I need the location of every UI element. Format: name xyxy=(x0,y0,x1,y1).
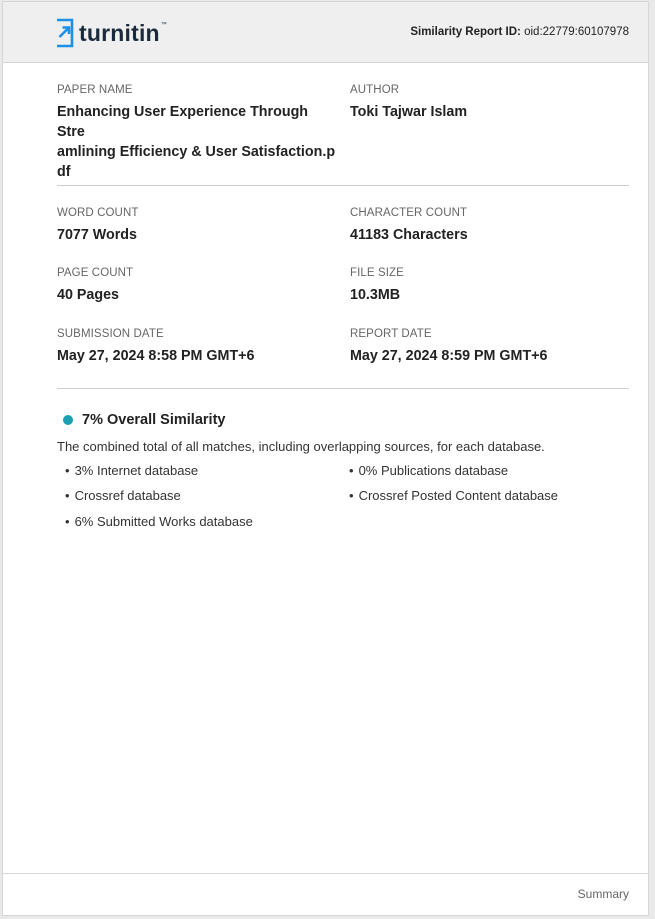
bullet-icon: • xyxy=(349,488,354,503)
report-id-value: oid:22779:60107978 xyxy=(524,26,629,38)
report-footer xyxy=(3,873,648,915)
paper-name-line: df xyxy=(57,164,71,180)
word-count-block xyxy=(57,207,339,245)
bullet-icon: • xyxy=(349,463,354,478)
character-count-label: CHARACTER COUNT xyxy=(350,207,468,219)
word-count-label: WORD COUNT xyxy=(57,207,139,219)
author-label: AUTHOR xyxy=(350,84,400,96)
paper-name-label: PAPER NAME xyxy=(57,84,133,96)
submission-date-value: May 27, 2024 8:58 PM GMT+6 xyxy=(57,348,255,364)
report-date-label: REPORT DATE xyxy=(350,328,432,340)
report-date-value: May 27, 2024 8:59 PM GMT+6 xyxy=(350,348,548,364)
bullet-icon: • xyxy=(65,488,70,503)
paper-name-line: amlining Efficiency & User Satisfaction.p xyxy=(57,144,336,160)
turnitin-logo-icon xyxy=(55,17,75,49)
paper-name-line: Enhancing User Experience Through Stre xyxy=(57,104,309,140)
similarity-description: The combined total of all matches, including overlapping sources, for each database. xyxy=(57,439,545,454)
bullet-icon: • xyxy=(65,514,70,529)
word-count-value: 7077 Words xyxy=(57,227,137,243)
file-size-block xyxy=(350,267,630,305)
trademark-mark: ™ xyxy=(160,21,168,28)
paper-name-value xyxy=(57,102,339,182)
database-list-item xyxy=(65,488,181,503)
database-item-label: 3% Internet database xyxy=(74,463,199,478)
similarity-dot-icon xyxy=(63,415,73,425)
author-block xyxy=(350,84,630,122)
turnitin-logo xyxy=(55,16,167,50)
submission-date-block xyxy=(57,328,339,366)
page-count-value: 40 Pages xyxy=(57,287,119,303)
submission-date-label: SUBMISSION DATE xyxy=(57,328,164,340)
database-list-item xyxy=(65,514,253,529)
report-header xyxy=(3,2,648,63)
page-count-label: PAGE COUNT xyxy=(57,267,134,279)
turnitin-logo-text: turnitin™ xyxy=(79,19,168,46)
similarity-report-id xyxy=(410,26,629,38)
author-value: Toki Tajwar Islam xyxy=(350,104,468,120)
report-id-label: Similarity Report ID: xyxy=(410,26,521,38)
character-count-value: 41183 Characters xyxy=(350,227,468,243)
character-count-block xyxy=(350,207,630,245)
report-date-block xyxy=(350,328,630,366)
database-item-label: 0% Publications database xyxy=(358,463,509,478)
database-list-item xyxy=(349,463,508,478)
overall-similarity-title: 7% Overall Similarity xyxy=(82,412,226,428)
section-divider xyxy=(57,185,629,186)
footer-summary-label: Summary xyxy=(577,887,629,901)
file-size-value: 10.3MB xyxy=(350,287,401,303)
database-list-item xyxy=(65,463,198,478)
database-item-label: Crossref Posted Content database xyxy=(358,488,559,503)
database-item-label: 6% Submitted Works database xyxy=(74,514,253,529)
database-list-item xyxy=(349,488,558,503)
database-item-label: Crossref database xyxy=(74,488,181,503)
bullet-icon: • xyxy=(65,463,70,478)
file-size-label: FILE SIZE xyxy=(350,267,404,279)
page-count-block xyxy=(57,267,339,305)
paper-name-block xyxy=(57,84,339,182)
report-page xyxy=(2,1,649,916)
section-divider xyxy=(57,388,629,389)
overall-similarity-heading xyxy=(63,412,225,428)
